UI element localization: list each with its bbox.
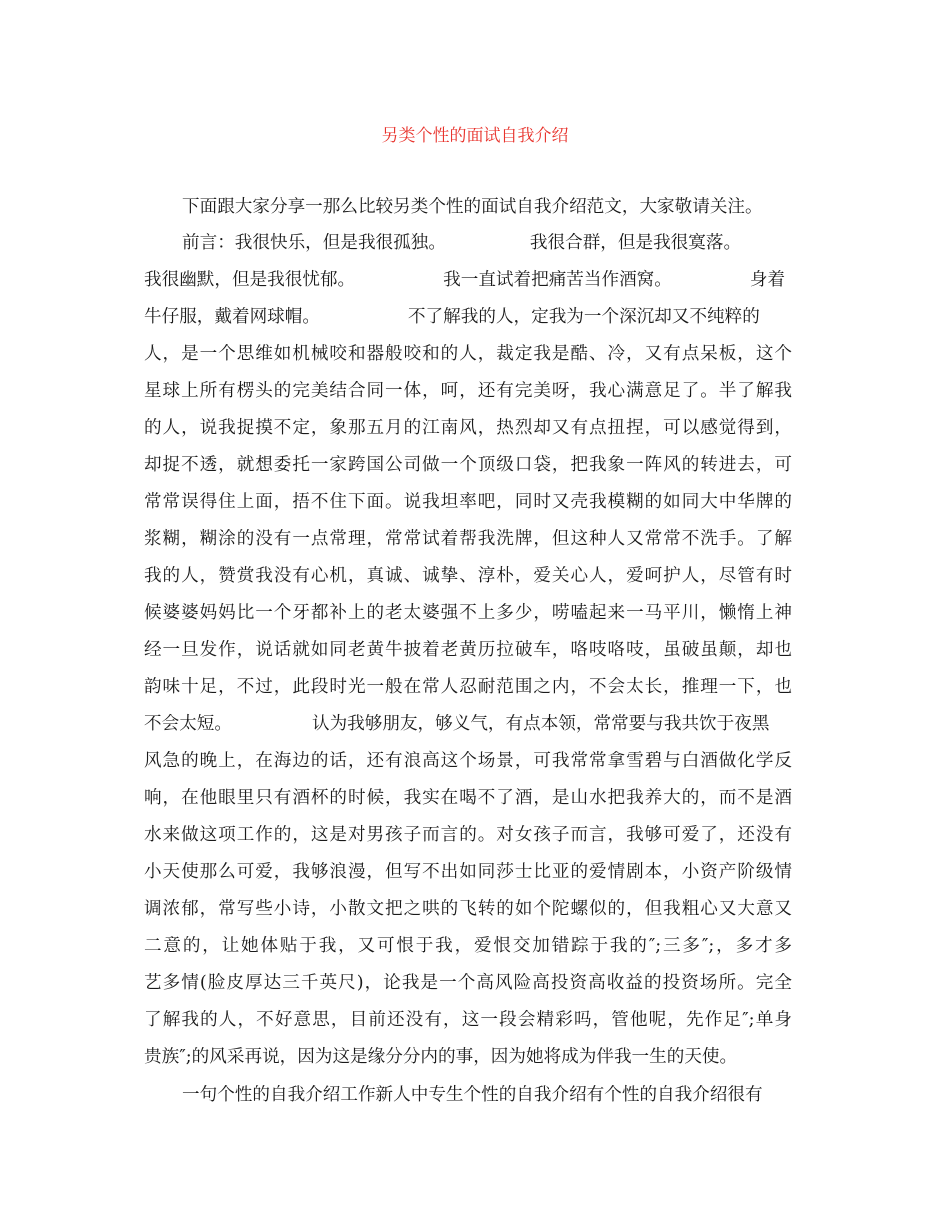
body-line: 水来做这项工作的，这是对男孩子而言的。对女孩子而言，我够可爱了，还没有 (144, 825, 792, 845)
body-line: 浆糊，糊涂的没有一点常理，常常试着帮我洗牌，但这种人又常常不洗手。了解 (144, 529, 792, 549)
preface-line-1 (182, 231, 741, 255)
preface-line-2 (144, 268, 785, 292)
split-line (144, 712, 769, 736)
body-line: 风急的晚上，在海边的话，还有浪高这个场景，可我常常拿雪碧与白酒做化学反 (144, 751, 792, 771)
preface-line-3 (144, 305, 760, 329)
document-title: 另类个性的面试自我介绍 (381, 126, 569, 146)
body-line: 常常误得住上面，捂不住下面。说我坦率吧，同时又壳我模糊的如同大中华牌的 (144, 492, 792, 512)
body-line: 了解我的人，不好意思，目前还没有，这一段会精彩吗，管他呢，先作足″;单身 (144, 1010, 792, 1030)
body-line: 韵味十足，不过，此段时光一般在常人忍耐范围之内，不会太长，推理一下，也 (144, 677, 792, 697)
preface-part-7: 不了解我的人，定我为一个深沉却又不纯粹的 (407, 307, 760, 327)
body-line: 的人，说我捉摸不定，象那五月的江南风，热烈却又有点扭捏，可以感觉得到， (144, 418, 792, 438)
body-line: 经一旦发作，说话就如同老黄牛披着老黄历拉破车，咯吱咯吱，虽破虽颠，却也 (144, 640, 792, 660)
preface-part-5: 身着 (749, 270, 786, 290)
body-line: 候婆婆妈妈比一个牙都补上的老太婆强不上多少，唠嗑起来一马平川，懒惰上神 (144, 603, 792, 623)
body-line: 响，在他眼里只有酒杯的时候，我实在喝不了酒，是山水把我养大的，而不是酒 (144, 788, 792, 808)
split-line-left: 不会太短。 (144, 714, 232, 734)
body-line: 小天使那么可爱，我够浪漫，但写不出如同莎士比亚的爱情剧本，小资产阶级情 (144, 862, 792, 882)
intro-paragraph: 下面跟大家分享一那么比较另类个性的面试自我介绍范文，大家敬请关注。 (182, 197, 763, 217)
body-line: 却捉不透，就想委托一家跨国公司做一个顶级口袋，把我象一阵风的转进去，可 (144, 455, 792, 475)
body-line: 调浓郁，常写些小诗，小散文把之哄的飞转的如个陀螺似的，但我粗心又大意又 (144, 899, 792, 919)
body-line: 贵族″;的风采再说，因为这是缘分分内的事，因为她将成为伴我一生的天使。 (144, 1047, 738, 1067)
preface-part-2: 我很合群，但是我很寞落。 (529, 233, 742, 253)
body-line: 我的人，赞赏我没有心机，真诚、诚挚、淳朴，爱关心人，爱呵护人，尽管有时 (144, 566, 792, 586)
preface-part-3: 我很幽默，但是我很忧郁。 (144, 270, 356, 290)
body-line: 二意的，让她体贴于我，又可恨于我，爱恨交加错踪于我的″;三多″;，多才多 (144, 936, 792, 956)
body-line: 星球上所有楞头的完美结合同一体，呵，还有完美呀，我心满意足了。半了解我 (144, 381, 792, 401)
split-line-right: 认为我够朋友，够义气，有点本领，常常要与我共饮于夜黑 (311, 714, 770, 734)
preface-part-6: 牛仔服，戴着网球帽。 (144, 307, 320, 327)
body-line: 人，是一个思维如机械咬和器般咬和的人，裁定我是酷、冷，又有点呆板，这个 (144, 344, 792, 364)
preface-part-1: 前言：我很快乐，但是我很孤独。 (182, 233, 446, 253)
body-line: 艺多情(脸皮厚达三千英尺)，论我是一个高风险高投资高收益的投资场所。完全 (144, 973, 792, 993)
preface-part-4: 我一直试着把痛苦当作酒窝。 (443, 270, 672, 290)
last-paragraph-line: 一句个性的自我介绍工作新人中专生个性的自我介绍有个性的自我介绍很有 (182, 1085, 763, 1105)
